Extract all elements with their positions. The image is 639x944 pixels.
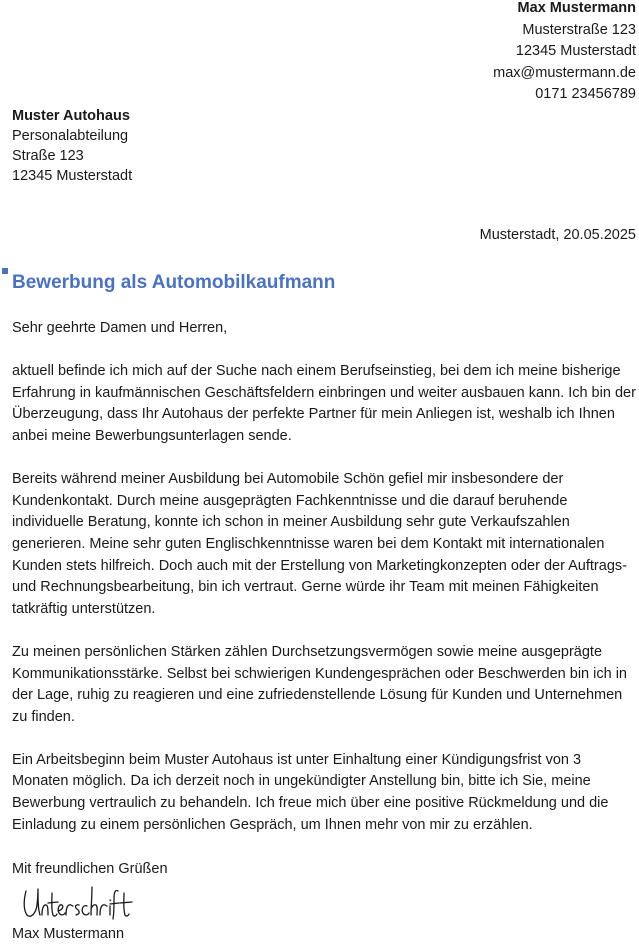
sender-city: 12345 Musterstadt [515, 43, 636, 60]
subject-marker [2, 268, 8, 274]
sender-address-block [493, 0, 636, 106]
recipient-department: Personalabteilung [12, 128, 129, 144]
recipient-street: Straße 123 [12, 148, 84, 164]
signer-name: Max Mustermann [12, 926, 125, 942]
paragraph-intro: aktuell befinde ich mich auf der Suche nach einem Berufseinstieg, bei dem ich meine bisherige Erfahrung in kaufmännischen Geschäftsfeldern einbringen und weiter ausbauen kann. Ich bin der Überzeugung, dass Ihr Autohaus der perfekte Partner für mein Anliegen ist, weshalb ich Ihnen anbei meine Bewerbungsunterlagen sende. [12, 363, 636, 444]
sender-street: Musterstraße 123 [522, 21, 636, 38]
sender-phone: 0171 23456789 [535, 86, 636, 103]
letter-subject: Bewerbung als Automobilkaufmann [12, 272, 336, 293]
salutation: Sehr geehrte Damen und Herren, [12, 320, 228, 336]
paragraph-experience: Bereits während meiner Ausbildung bei Automobile Schön gefiel mir insbesondere der Kundenkontakt. Durch meine ausgeprägten Fachkenntnisse und die darauf beruhende individuelle Beratung, konnte ich schon in meiner Ausbildung sehr gute Verkaufszahlen generieren. Meine sehr guten Englischkenntnisse waren bei dem Kontakt mit internationalen Kunden stets hilfreich. Doch auch mit der Erstellung von Marketingkonzepten oder der Auftrags- und Rechnungsbearbeitung, bin ich vertraut. Gerne würde ihr Team mit meinen Fähigkeiten tatkräftig unterstützen. [12, 471, 627, 617]
sender-email: max@mustermann.de [493, 64, 636, 81]
paragraph-availability: Ein Arbeitsbeginn beim Muster Autohaus ist unter Einhaltung einer Kündigungsfrist von 3 Monaten möglich. Da ich derzeit noch in ungekündigter Anstellung bin, bitte ich Sie, meine Bewerbung vertraulich zu behandeln. Ich freue mich über eine positive Rückmeldung und die Einladung zu einem persönlichen Gespräch, um Ihnen mehr von mir zu erzählen. [12, 751, 609, 833]
handwritten-signature [20, 879, 140, 923]
closing-phrase: Mit freundlichen Grüßen [12, 861, 168, 877]
letter-body [12, 318, 636, 858]
recipient-company: Muster Autohaus [12, 108, 130, 124]
letter-date: Musterstadt, 20.05.2025 [479, 227, 636, 243]
paragraph-strengths: Zu meinen persönlichen Stärken zählen Durchsetzungsvermögen sowie meine ausgeprägte Kommunikationsstärke. Selbst bei schwierigen Kundengesprächen oder Beschwerden bin ich in der Lage, ruhig zu reagieren und eine zufriedenstellende Lösung für Kunden und Unternehmen zu finden. [12, 643, 627, 725]
sender-name: Max Mustermann [517, 0, 636, 16]
recipient-city: 12345 Musterstadt [12, 168, 133, 184]
recipient-address-block [12, 106, 132, 186]
